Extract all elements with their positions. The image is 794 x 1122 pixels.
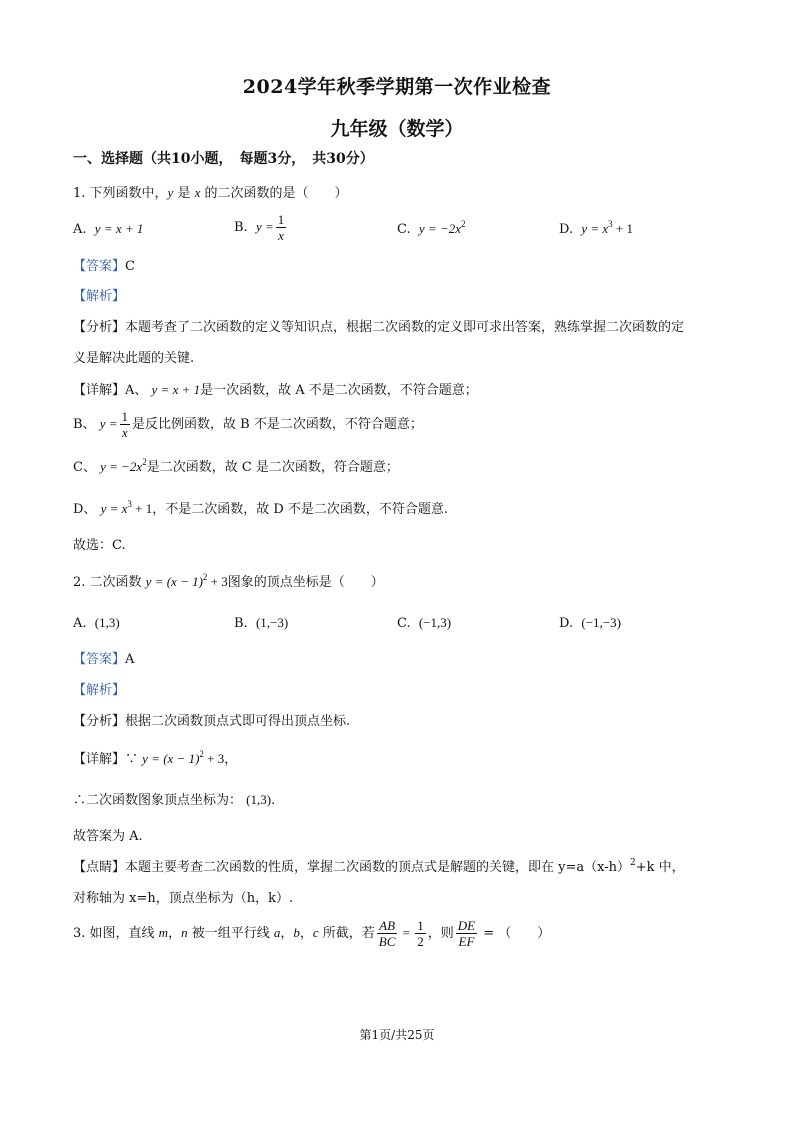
q2-stem-text-2: 图象的顶点坐标是（ ）	[227, 575, 384, 590]
option-expression: (−1,3)	[418, 615, 452, 630]
q1-detail-a	[73, 381, 478, 400]
question-3-stem	[73, 918, 550, 949]
q1-fenxi-line-1	[73, 319, 684, 337]
fraction-numerator: 1	[121, 409, 128, 424]
q2-conclusion: 故答案为 A.	[73, 829, 143, 844]
question-1-stem	[73, 184, 348, 203]
q3-var-a: a	[273, 925, 281, 940]
fraction-ab-bc	[377, 918, 398, 949]
option-expression: y = x + 1	[94, 221, 144, 236]
option-label: B.	[234, 220, 248, 235]
answer-tag: 【答案】	[73, 259, 126, 274]
q1-option-c	[397, 220, 465, 239]
q3-separator: ，	[168, 926, 182, 941]
option-expression: (1,3)	[94, 615, 120, 630]
q1-analysis-tag: 【解析】	[73, 289, 126, 304]
exponent: 3	[127, 499, 132, 509]
fraction-denominator: 2	[417, 934, 424, 949]
equals-sign: =	[399, 925, 414, 940]
fraction-denominator: BC	[378, 934, 396, 949]
q1-option-b	[234, 212, 288, 243]
q2-therefore	[73, 791, 275, 810]
q3-var-b: b	[293, 925, 300, 940]
q3-var-n: n	[181, 925, 188, 940]
q2-option-c	[397, 614, 451, 633]
q1-detail-c	[73, 458, 399, 477]
q1-var-y: y	[167, 185, 174, 200]
fraction-numerator: 1	[417, 918, 424, 933]
q3-stem-text-4: ，则	[427, 926, 454, 941]
q1-stem-text-2: 是	[173, 186, 195, 201]
fraction	[276, 212, 287, 243]
exponent: 2	[630, 858, 636, 868]
detail-prefix: D、	[73, 502, 97, 517]
detail-expression: y = −2x	[100, 459, 143, 474]
option-label: C.	[397, 222, 411, 237]
therefore-text: ∴二次函数图象顶点坐标为：	[73, 793, 243, 808]
detail-expression-tail: + 3，	[203, 751, 238, 766]
option-expression: (1,−3)	[255, 615, 289, 630]
detail-text: 是二次函数，故 C 是二次函数，符合题意；	[146, 460, 399, 475]
exponent: 2	[142, 457, 147, 467]
fenxi-text: 本题考查了二次函数的定义等知识点，根据二次函数的定义即可求出答案，熟练掌握二次函数的定	[125, 320, 685, 335]
fraction-numerator: 1	[277, 212, 285, 227]
detail-tag: 【详解】	[73, 383, 126, 398]
section-heading: 一、选择题（共10小题， 每题3分， 共30分）	[73, 151, 374, 167]
page-footer: 第1页/共25页	[359, 1028, 435, 1042]
q2-stem-text: 2. 二次函数	[73, 575, 146, 590]
option-label: D.	[559, 222, 574, 237]
q1-stem-text: 1. 下列函数中，	[73, 186, 168, 201]
q2-dianjing-line-1	[73, 859, 685, 877]
document-subtitle: 九年级（数学）	[330, 118, 464, 140]
detail-expression: y = (x − 1)	[142, 751, 200, 766]
detail-expression: y = x + 1	[151, 382, 201, 397]
fenxi-tag: 【分析】	[73, 714, 126, 729]
option-expression: (−1,−3)	[581, 615, 621, 630]
exponent: 2	[460, 219, 466, 229]
q1-answer	[73, 258, 135, 276]
exponent: 2	[202, 572, 208, 582]
detail-text: 是一次函数，故 A 不是二次函数，不符合题意；	[200, 383, 478, 398]
option-label: C.	[397, 616, 411, 631]
therefore-expression: (1,3)	[246, 792, 272, 807]
q1-detail-d	[73, 500, 448, 519]
q2-fenxi	[73, 713, 350, 731]
q3-separator: ，	[280, 926, 294, 941]
q2-option-b	[234, 614, 288, 633]
q1-stem-text-3: 的二次函数的是（ ）	[200, 186, 348, 201]
option-label: D.	[559, 616, 574, 631]
q3-stem-text-5: = （ ）	[479, 926, 551, 941]
fenxi-text: 根据二次函数顶点式即可得出顶点坐标.	[125, 714, 351, 729]
fraction	[120, 409, 131, 440]
dianjing-text: 本题主要考查二次函数的性质，掌握二次函数的顶点式是解题的关键，即在 y=a（x-h）	[125, 860, 631, 875]
q2-stem-expression-tail: + 3	[207, 574, 228, 589]
q2-dianjing-line-2: 对称轴为 x=h，顶点坐标为（h，k）.	[73, 891, 294, 906]
option-expression-tail: + 1	[612, 221, 634, 236]
detail-prefix: A、	[125, 383, 148, 398]
fraction-denominator: EF	[458, 934, 475, 949]
fraction-numerator: AB	[377, 918, 398, 934]
answer-value: C	[125, 259, 135, 274]
fraction-one-half	[415, 918, 426, 949]
dianjing-tag: 【点睛】	[73, 860, 126, 875]
q3-var-c: c	[312, 925, 319, 940]
exponent: 2	[199, 749, 204, 759]
detail-prefix: C、	[73, 460, 96, 475]
option-label: A.	[73, 616, 87, 631]
exponent: 3	[608, 219, 613, 229]
q1-var-x: x	[194, 185, 201, 200]
q2-option-a	[73, 614, 120, 633]
option-label: B.	[234, 616, 248, 631]
q2-option-d	[559, 614, 621, 633]
detail-expression-tail: + 1	[131, 501, 153, 516]
detail-text: 是反比例函数，故 B 不是二次函数，不符合题意；	[132, 417, 423, 432]
option-expression: y = x	[581, 221, 609, 236]
q2-analysis-tag: 【解析】	[73, 683, 126, 698]
detail-text: ，不是二次函数，故 D 不是二次函数，不符合题意.	[152, 502, 449, 517]
q2-detail	[73, 750, 237, 769]
dianjing-text-2: +k 中，	[635, 860, 685, 875]
fraction-denominator: x	[278, 228, 284, 243]
q3-stem-text: 3. 如图，直线	[73, 926, 159, 941]
q2-answer	[73, 651, 134, 669]
because-symbol: ∵	[125, 752, 143, 767]
detail-prefix: B、	[73, 417, 96, 432]
question-2-stem	[73, 573, 384, 592]
option-expression: y = −2x	[418, 221, 461, 236]
q1-option-d	[559, 220, 633, 239]
answer-tag: 【答案】	[73, 652, 126, 667]
q1-detail-b	[73, 409, 423, 440]
q3-stem-text-2: 被一组平行线	[187, 926, 274, 941]
q3-separator: ，	[299, 926, 313, 941]
fraction-numerator: DE	[457, 918, 476, 933]
answer-value: A	[125, 652, 135, 667]
detail-tag: 【详解】	[73, 752, 126, 767]
option-label: A.	[73, 222, 87, 237]
q3-stem-text-3: 所截，若	[318, 926, 375, 941]
document-title: 2024学年秋季学期第一次作业检查	[242, 76, 552, 98]
fraction-denominator: x	[121, 425, 128, 440]
q1-conclusion: 故选：C.	[73, 538, 126, 553]
fenxi-tag: 【分析】	[73, 320, 126, 335]
detail-expression: y = x	[100, 501, 128, 516]
therefore-period: .	[271, 793, 276, 808]
q2-stem-expression: y = (x − 1)	[145, 574, 203, 589]
q1-fenxi-line-2: 义是解决此题的关键.	[73, 351, 195, 366]
option-expression: y =	[255, 219, 274, 234]
detail-expression: y =	[99, 416, 118, 431]
fraction-de-ef	[456, 918, 477, 949]
q1-option-a	[73, 220, 143, 239]
q3-var-m: m	[158, 925, 169, 940]
